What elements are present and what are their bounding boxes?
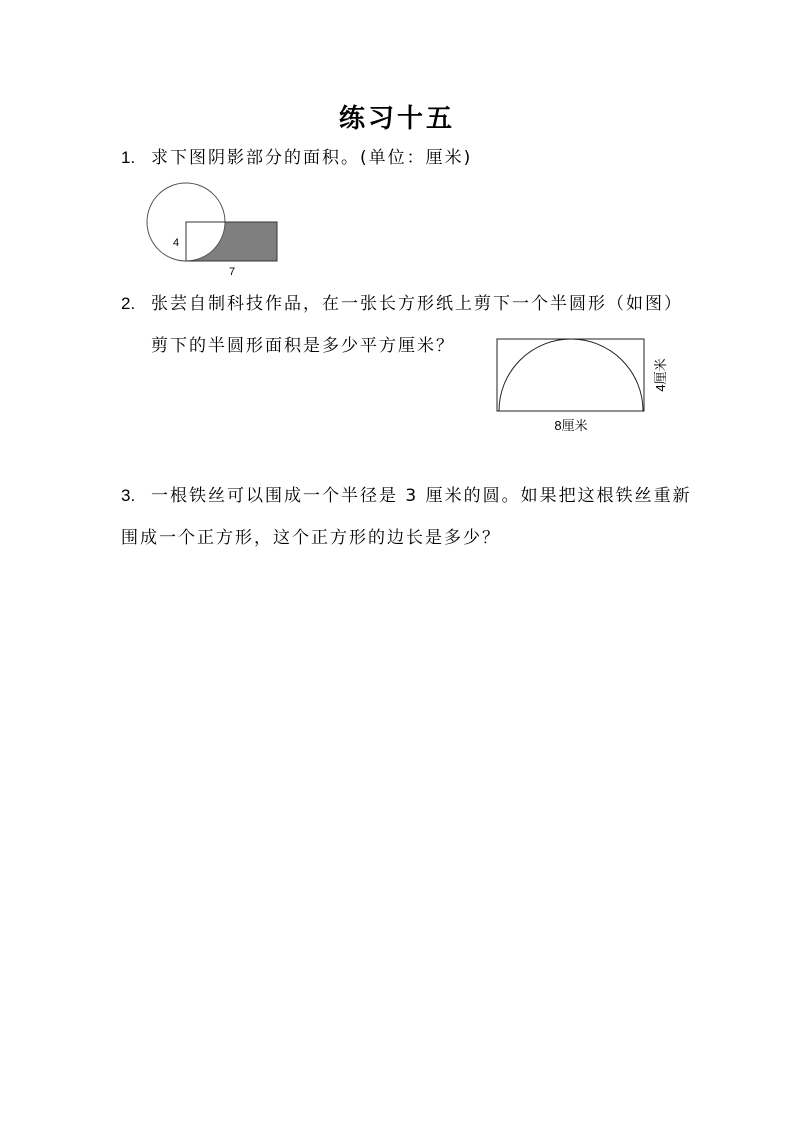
shaded-region bbox=[186, 222, 277, 261]
question-text-line-2: 剪下的半圆形面积是多少平方厘米？ bbox=[151, 336, 455, 356]
semicircle bbox=[499, 339, 643, 411]
question-3-line-2 bbox=[121, 527, 501, 549]
semicircle-in-rectangle-figure bbox=[490, 333, 680, 435]
height-label: 4厘米 bbox=[653, 358, 668, 392]
page-title: 练习十五 bbox=[338, 104, 455, 134]
radius-label: 4 bbox=[172, 237, 180, 249]
question-text-line-2: 围成一个正方形，这个正方形的边长是多少？ bbox=[121, 528, 501, 548]
question-2 bbox=[121, 293, 683, 315]
question-text: 求下图阴影部分的面积。(单位：厘米) bbox=[151, 148, 473, 168]
question-1 bbox=[121, 147, 472, 169]
width-label: 8厘米 bbox=[554, 418, 588, 433]
question-text-line-1: 一根铁丝可以围成一个半径是 3 厘米的圆。如果把这根铁丝重新 bbox=[151, 486, 692, 506]
question-number: 2. bbox=[121, 294, 136, 313]
rectangle bbox=[497, 339, 644, 411]
question-3 bbox=[121, 485, 692, 507]
question-number: 1. bbox=[121, 148, 136, 167]
circle-rectangle-figure bbox=[140, 178, 290, 280]
question-2-line-2 bbox=[151, 335, 455, 357]
length-label: 7 bbox=[228, 266, 236, 278]
question-text-line-1: 张芸自制科技作品，在一张长方形纸上剪下一个半圆形（如图） bbox=[151, 294, 683, 314]
question-number: 3. bbox=[121, 486, 136, 505]
